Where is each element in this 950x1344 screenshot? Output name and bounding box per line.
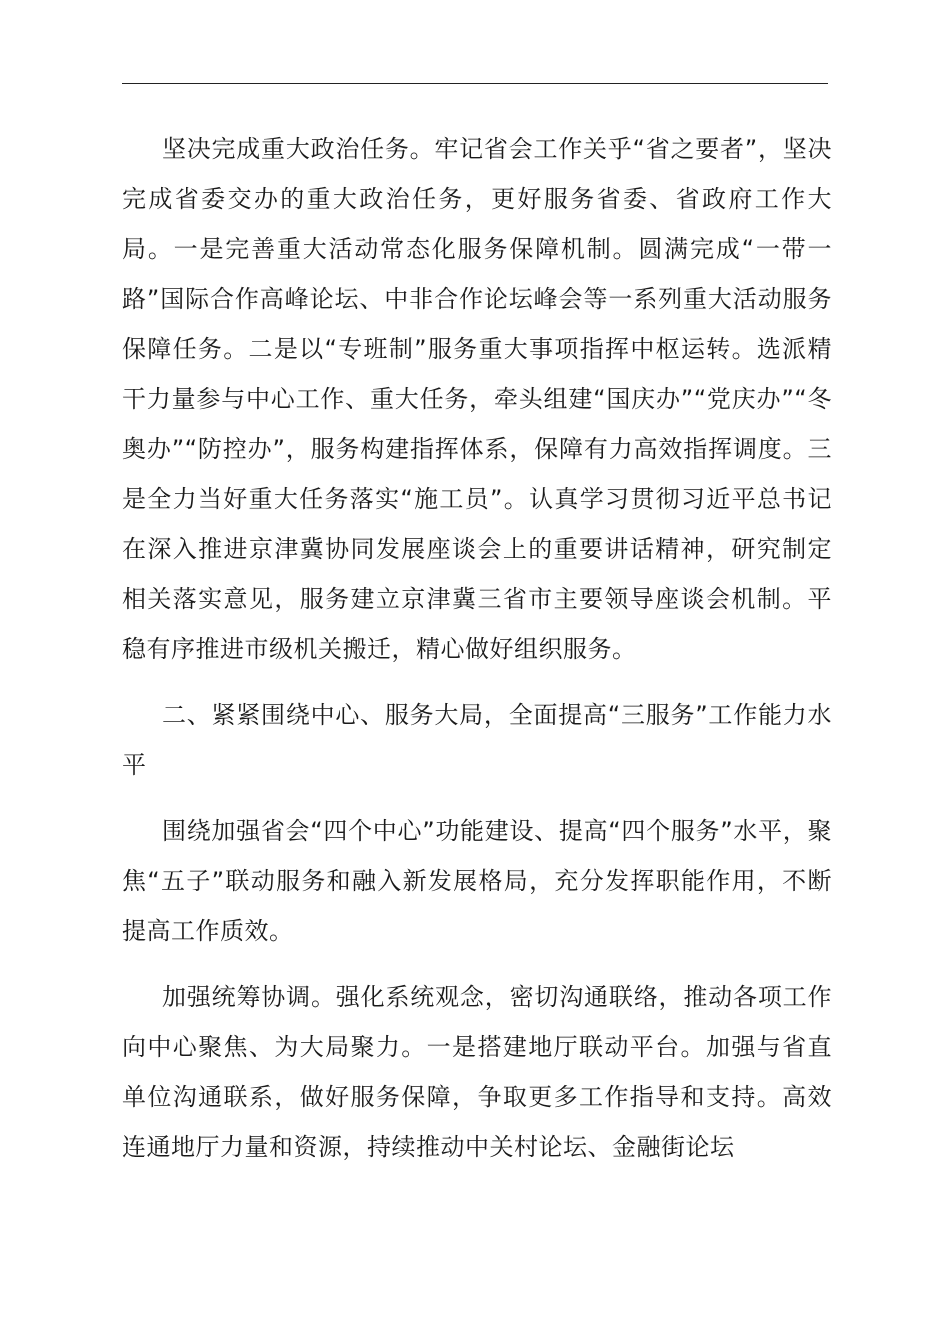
section-heading-two: 二、紧紧围绕中心、服务大局，全面提高“三服务”工作能力水平 <box>122 701 832 779</box>
header-rule <box>122 83 828 84</box>
document-body <box>122 124 832 1172</box>
paragraph-four-centers: 围绕加强省会“四个中心”功能建设、提高“四个服务”水平，聚焦“五子”联动服务和融入新发展格局，充分发挥职能作用，不断提高工作质效。 <box>122 817 832 945</box>
paragraph-political-tasks: 坚决完成重大政治任务。牢记省会工作关乎“省之要者”，坚决完成省委交办的重大政治任务，更好服务省委、省政府工作大局。一是完善重大活动常态化服务保障机制。圆满完成“一带一路”国际合作高峰论坛、中非合作论坛峰会等一系列重大活动服务保障任务。二是以“专班制”服务重大事项指挥中枢运转。选派精干力量参与中心工作、重大任务，牵头组建“国庆办”“党庆办”“冬奥办”“防控办”，服务构建指挥体系，保障有力高效指挥调度。三是全力当好重大任务落实“施工员”。认真学习贯彻习近平总书记在深入推进京津冀协同发展座谈会上的重要讲话精神，研究制定相关落实意见，服务建立京津冀三省市主要领导座谈会机制。平稳有序推进市级机关搬迁，精心做好组织服务。 <box>122 135 832 663</box>
paragraph-coordination: 加强统筹协调。强化系统观念，密切沟通联络，推动各项工作向中心聚焦、为大局聚力。一是搭建地厅联动平台。加强与省直单位沟通联系，做好服务保障，争取更多工作指导和支持。高效连通地厅力量和资源，持续推动中关村论坛、金融街论坛 <box>122 983 832 1161</box>
